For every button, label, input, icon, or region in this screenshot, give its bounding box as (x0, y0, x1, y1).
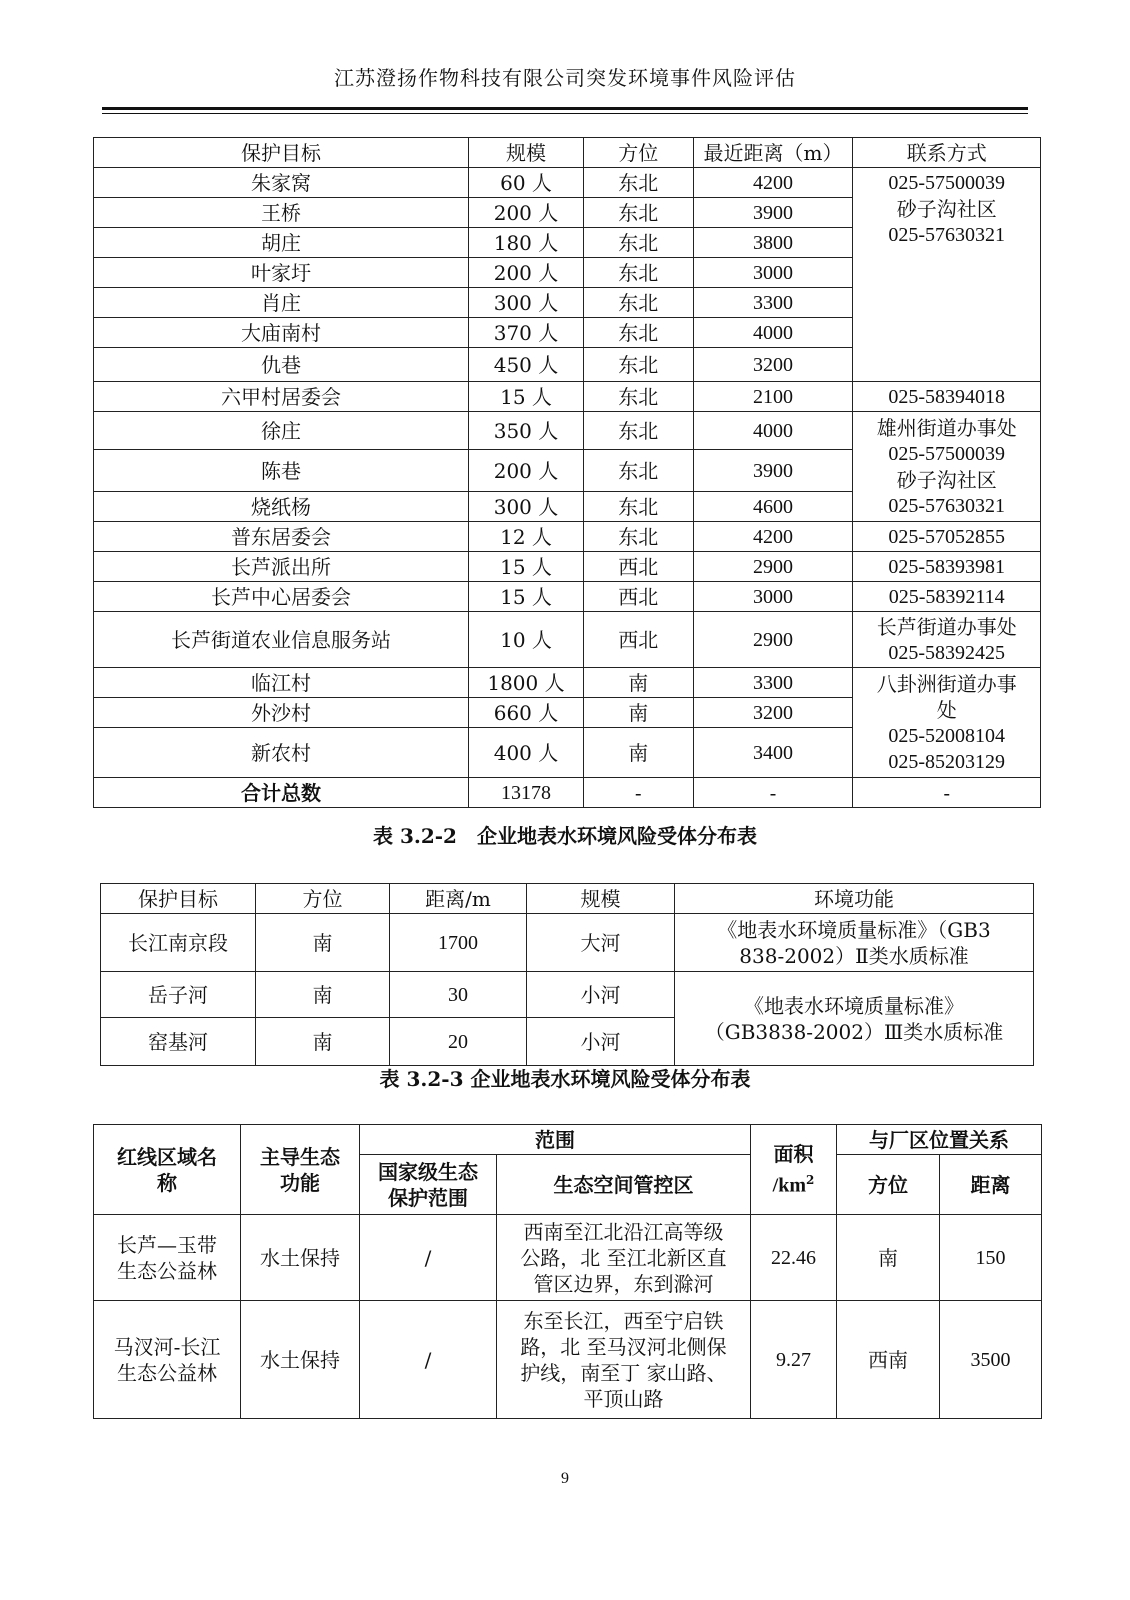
col-header-distance: 最近距离（m） (693, 138, 853, 168)
cell-direction: 南 (837, 1215, 940, 1301)
table-row (94, 1215, 1042, 1301)
cell-distance: 3500 (940, 1301, 1042, 1419)
header-line (753, 1167, 834, 1199)
cell-area: 22.46 (751, 1215, 837, 1301)
cell-direction: 南 (583, 728, 693, 778)
control-line: 平顶山路 (583, 1386, 664, 1411)
cell-distance: 30 (390, 972, 527, 1018)
header-line: 主导生态 (260, 1144, 340, 1169)
cell-function (675, 914, 1034, 972)
cell-contact-group-2 (853, 412, 1041, 522)
cell-scale: 180 人 (469, 228, 584, 258)
contact-phone: 025-57630321 (888, 224, 1006, 246)
cell-national: / (360, 1215, 497, 1301)
total-contact: - (853, 778, 1041, 808)
contact-phone: 025-85203129 (888, 750, 1006, 773)
cell-target: 长芦派出所 (94, 552, 469, 582)
table-protection-targets (93, 137, 1041, 808)
table-row (94, 552, 1041, 582)
cell-distance: 3000 (693, 258, 853, 288)
name-line: 生态公益林 (117, 1258, 217, 1283)
contact-org: 八卦洲街道办事 (876, 671, 1017, 696)
cell-function: 水土保持 (241, 1301, 360, 1419)
cell-scale: 400 人 (469, 728, 584, 778)
cell-contact-group-1 (853, 168, 1041, 382)
cell-distance: 3900 (693, 198, 853, 228)
cell-distance: 3200 (693, 698, 853, 728)
function-line: 《地表水环境质量标准》（GB3 (717, 917, 991, 942)
function-line: （GB3838-2002）Ⅲ类水质标准 (704, 1019, 1004, 1044)
cell-direction: 东北 (583, 318, 693, 348)
table-caption-3-2-2: 表 3.2-2 企业地表水环境风险受体分布表 (373, 824, 757, 848)
function-line: 838-2002）Ⅱ类水质标准 (739, 943, 969, 968)
function-line: 《地表水环境质量标准》 (744, 993, 964, 1018)
cell-national: / (360, 1301, 497, 1419)
cell-target: 岳子河 (101, 972, 256, 1018)
cell-direction: 东北 (583, 382, 693, 412)
table-row (94, 412, 1041, 450)
cell-target: 王桥 (94, 198, 469, 228)
cell-target: 窑基河 (101, 1018, 256, 1066)
cell-contact-group-3 (853, 612, 1041, 668)
col-header-distance: 距离 (940, 1155, 1042, 1215)
cell-distance: 2100 (693, 382, 853, 412)
name-line: 马汊河-长江 (113, 1334, 221, 1359)
cell-direction: 东北 (583, 348, 693, 382)
cell-direction: 南 (256, 1018, 390, 1066)
contact-org: 长芦街道办事处 (876, 614, 1017, 639)
cell-scale: 350 人 (469, 412, 584, 450)
col-header-area (751, 1125, 837, 1215)
cell-scale: 15 人 (469, 582, 584, 612)
cell-distance: 4200 (693, 522, 853, 552)
contact-org: 砂子沟社区 (896, 467, 997, 492)
table-row (94, 612, 1041, 668)
cell-direction: 南 (256, 914, 390, 972)
cell-target: 长芦中心居委会 (94, 582, 469, 612)
control-line: 管区边界，东到滁河 (533, 1271, 714, 1296)
cell-function: 水土保持 (241, 1215, 360, 1301)
table-row (101, 914, 1034, 972)
contact-phone: 025-57500039 (888, 172, 1006, 194)
header-line: 面积 (773, 1141, 814, 1166)
cell-distance: 3000 (693, 582, 853, 612)
col-header-direction: 方位 (583, 138, 693, 168)
cell-target: 长芦街道农业信息服务站 (94, 612, 469, 668)
col-header-function: 环境功能 (675, 884, 1034, 914)
cell-distance: 4600 (693, 492, 853, 522)
cell-scale: 12 人 (469, 522, 584, 552)
cell-scale: 300 人 (469, 492, 584, 522)
cell-target: 烧纸杨 (94, 492, 469, 522)
cell-function (675, 972, 1034, 1066)
cell-direction: 南 (583, 668, 693, 698)
cell-distance: 4200 (693, 168, 853, 198)
cell-direction: 东北 (583, 168, 693, 198)
control-line: 路，北 至马汊河北侧保 (520, 1334, 727, 1359)
cell-direction: 南 (256, 972, 390, 1018)
area-unit-superscript: 2 (805, 1172, 815, 1187)
cell-target: 外沙村 (94, 698, 469, 728)
cell-area-name (94, 1215, 241, 1301)
col-header-scale: 规模 (469, 138, 584, 168)
header-line: 保护范围 (388, 1185, 468, 1210)
control-line: 东至长江，西至宁启铁 (523, 1308, 724, 1333)
col-header-control: 生态空间管控区 (497, 1155, 751, 1215)
col-header-national (360, 1155, 497, 1215)
cell-target: 肖庄 (94, 288, 469, 318)
table-row (94, 522, 1041, 552)
col-header-area-name (94, 1125, 241, 1215)
total-scale: 13178 (469, 778, 584, 808)
cell-target: 叶家圩 (94, 258, 469, 288)
cell-target: 新农村 (94, 728, 469, 778)
col-header-target: 保护目标 (94, 138, 469, 168)
cell-target: 朱家窝 (94, 168, 469, 198)
cell-distance: 3400 (693, 728, 853, 778)
cell-area: 9.27 (751, 1301, 837, 1419)
table-row (94, 668, 1041, 698)
cell-target: 普东居委会 (94, 522, 469, 552)
cell-distance: 4000 (693, 412, 853, 450)
cell-distance: 2900 (693, 612, 853, 668)
col-header-target: 保护目标 (101, 884, 256, 914)
cell-scale: 小河 (527, 1018, 675, 1066)
cell-scale: 200 人 (469, 258, 584, 288)
contact-org: 砂子沟社区 (896, 197, 997, 221)
cell-contact: 025-57052855 (853, 522, 1041, 552)
cell-direction: 东北 (583, 198, 693, 228)
cell-target: 临江村 (94, 668, 469, 698)
cell-scale: 200 人 (469, 198, 584, 228)
header-line: 功能 (280, 1170, 320, 1195)
cell-direction: 东北 (583, 258, 693, 288)
control-line: 护线，南至丁 家山路、 (520, 1360, 727, 1385)
cell-target: 大庙南村 (94, 318, 469, 348)
table-surface-water-receptors (100, 883, 1034, 1066)
cell-direction: 东北 (583, 412, 693, 450)
running-header: 江苏澄扬作物科技有限公司突发环境事件风险评估 (334, 66, 796, 90)
name-line: 生态公益林 (117, 1360, 217, 1385)
cell-scale: 15 人 (469, 552, 584, 582)
cell-direction: 东北 (583, 522, 693, 552)
cell-direction: 西北 (583, 612, 693, 668)
page-number: 9 (561, 1470, 569, 1487)
cell-direction: 西南 (837, 1301, 940, 1419)
cell-scale: 10 人 (469, 612, 584, 668)
col-header-scale: 规模 (527, 884, 675, 914)
cell-contact-group-4 (853, 668, 1041, 778)
col-header-range: 范围 (360, 1125, 751, 1155)
cell-distance: 3200 (693, 348, 853, 382)
cell-control (497, 1301, 751, 1419)
cell-scale: 300 人 (469, 288, 584, 318)
cell-target: 六甲村居委会 (94, 382, 469, 412)
cell-target: 陈巷 (94, 450, 469, 492)
col-header-direction: 方位 (256, 884, 390, 914)
cell-distance: 20 (390, 1018, 527, 1066)
cell-distance: 3900 (693, 450, 853, 492)
cell-distance: 2900 (693, 552, 853, 582)
cell-distance: 4000 (693, 318, 853, 348)
cell-target: 胡庄 (94, 228, 469, 258)
cell-scale: 660 人 (469, 698, 584, 728)
table-caption-3-2-3: 表 3.2-3 企业地表水环境风险受体分布表 (379, 1067, 751, 1091)
cell-distance: 150 (940, 1215, 1042, 1301)
cell-control (497, 1215, 751, 1301)
total-distance: - (693, 778, 853, 808)
cell-contact: 025-58392114 (853, 582, 1041, 612)
cell-scale: 1800 人 (469, 668, 584, 698)
col-header-direction: 方位 (837, 1155, 940, 1215)
contact-phone: 025-52008104 (888, 724, 1006, 747)
cell-direction: 西北 (583, 552, 693, 582)
cell-scale: 370 人 (469, 318, 584, 348)
cell-target: 徐庄 (94, 412, 469, 450)
col-header-relation: 与厂区位置关系 (837, 1125, 1042, 1155)
cell-distance: 1700 (390, 914, 527, 972)
header-line: 国家级生态 (378, 1159, 478, 1184)
table-row (94, 382, 1041, 412)
table-row (94, 582, 1041, 612)
cell-contact: 025-58393981 (853, 552, 1041, 582)
name-line: 长芦—玉带 (117, 1232, 217, 1257)
cell-scale: 大河 (527, 914, 675, 972)
cell-scale: 450 人 (469, 348, 584, 382)
table-row (101, 972, 1034, 1018)
cell-direction: 南 (583, 698, 693, 728)
cell-target: 长江南京段 (101, 914, 256, 972)
total-direction: - (583, 778, 693, 808)
header-line: 称 (157, 1170, 177, 1195)
cell-direction: 东北 (583, 492, 693, 522)
total-label: 合计总数 (94, 778, 469, 808)
cell-direction: 东北 (583, 288, 693, 318)
control-line: 公路，北 至江北新区直 (520, 1245, 727, 1270)
contact-phone: 025-58392425 (888, 641, 1006, 664)
cell-distance: 3800 (693, 228, 853, 258)
cell-scale: 200 人 (469, 450, 584, 492)
cell-direction: 东北 (583, 450, 693, 492)
cell-distance: 3300 (693, 288, 853, 318)
header-rule-thin (102, 113, 1028, 114)
contact-phone: 025-57500039 (888, 442, 1006, 465)
contact-org: 处 (936, 697, 957, 722)
header-line: 红线区域名 (117, 1144, 217, 1169)
cell-scale: 60 人 (469, 168, 584, 198)
cell-area-name (94, 1301, 241, 1419)
col-header-distance: 距离/m (390, 884, 527, 914)
cell-target: 仇巷 (94, 348, 469, 382)
col-header-main-function (241, 1125, 360, 1215)
header-rule-thick (102, 107, 1028, 110)
cell-distance: 3300 (693, 668, 853, 698)
cell-scale: 小河 (527, 972, 675, 1018)
cell-direction: 西北 (583, 582, 693, 612)
contact-phone: 025-57630321 (888, 494, 1006, 517)
table-ecological-redline (93, 1124, 1042, 1419)
table-row (94, 1301, 1042, 1419)
cell-scale: 15 人 (469, 382, 584, 412)
control-line: 西南至江北沿江高等级 (523, 1219, 724, 1244)
cell-contact: 025-58394018 (853, 382, 1041, 412)
col-header-contact: 联系方式 (853, 138, 1041, 168)
table-total-row (94, 778, 1041, 808)
cell-direction: 东北 (583, 228, 693, 258)
contact-org: 雄州街道办事处 (876, 415, 1017, 440)
area-unit: /km (772, 1174, 806, 1197)
table-row (94, 168, 1041, 198)
